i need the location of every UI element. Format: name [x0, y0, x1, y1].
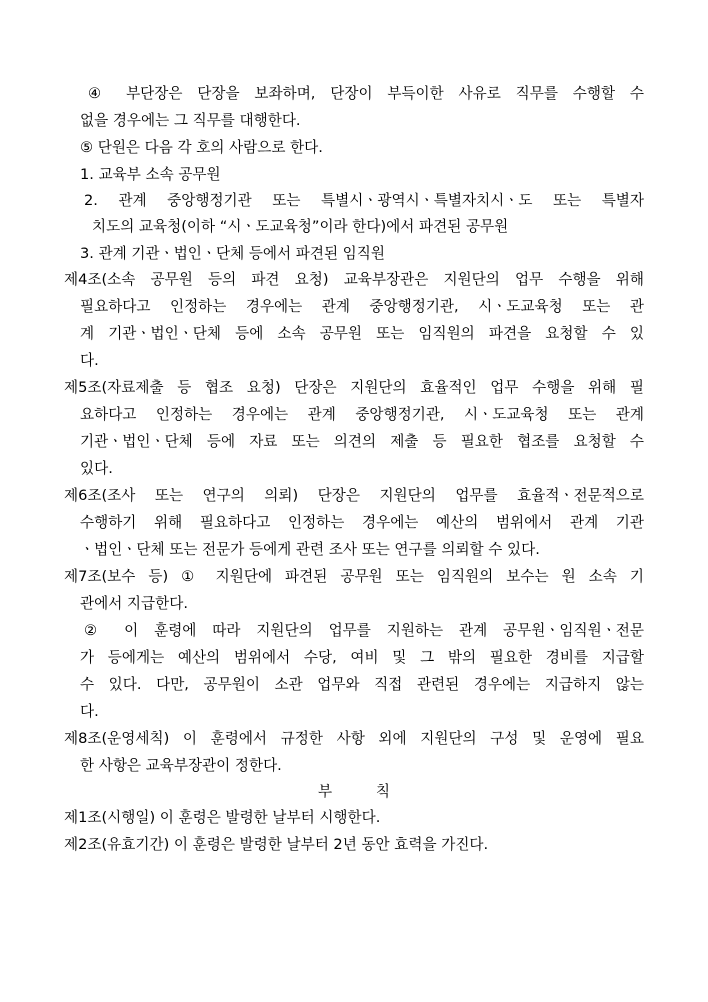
article-8-line-1: 제8조(운영세칙) 이 훈령에서 규정한 사항 외에 지원단의 구성 및 운영에 필요	[64, 730, 644, 747]
article-4-line-2: 필요하다고 인정하는 경우에는 관계 중앙행정기관, 시ㆍ도교육청 또는 관	[80, 298, 644, 315]
article-7-line-1: 제7조(보수 등) ① 지원단에 파견된 공무원 또는 임직원의 보수는 원 소속 기	[64, 568, 644, 585]
article-7-line-2: 관에서 지급한다.	[80, 595, 188, 612]
article-7-para-2-line-1: ② 이 훈령에 따라 지원단의 업무를 지원하는 관계 공무원ㆍ임직원ㆍ전문	[84, 622, 644, 639]
article-7-para-2-line-4: 다.	[80, 703, 99, 720]
article-4-line-3: 계 기관ㆍ법인ㆍ단체 등에 소속 공무원 또는 임직원의 파견을 요청할 수 있	[80, 325, 644, 342]
article-7-para-2-line-2: 가 등에게는 예산의 범위에서 수당, 여비 및 그 밖의 필요한 경비를 지급할	[80, 649, 644, 666]
item-1-line: 1. 교육부 소속 공무원	[80, 166, 221, 183]
supplementary-article-1: 제1조(시행일) 이 훈령은 발령한 날부터 시행한다.	[64, 809, 381, 826]
paragraph-4-line-1: ④ 부단장은 단장을 보좌하며, 단장이 부득이한 사유로 직무를 수행할 수	[88, 85, 644, 102]
item-2-line-2: 치도의 교육청(이하 “시ㆍ도교육청”이라 한다)에서 파견된 공무원	[92, 218, 509, 235]
article-5-line-2: 요하다고 인정하는 경우에는 관계 중앙행정기관, 시ㆍ도교육청 또는 관계	[80, 406, 644, 423]
article-5-line-3: 기관ㆍ법인ㆍ단체 등에 자료 또는 의견의 제출 등 필요한 협조를 요청할 수	[80, 433, 644, 450]
supplementary-article-2: 제2조(유효기간) 이 훈령은 발령한 날부터 2년 동안 효력을 가진다.	[64, 836, 489, 853]
supplementary-provisions-heading: 부 칙	[318, 783, 390, 800]
article-6-line-1: 제6조(조사 또는 연구의 의뢰) 단장은 지원단의 업무를 효율적ㆍ전문적으로	[64, 487, 644, 504]
article-5-line-4: 있다.	[80, 460, 113, 477]
article-6-line-3: ㆍ법인ㆍ단체 또는 전문가 등에게 관련 조사 또는 연구를 의뢰할 수 있다.	[80, 541, 540, 558]
paragraph-5-line: ⑤ 단원은 다음 각 호의 사람으로 한다.	[80, 139, 323, 156]
article-6-line-2: 수행하기 위해 필요하다고 인정하는 경우에는 예산의 범위에서 관계 기관	[80, 514, 644, 531]
item-3-line: 3. 관계 기관ㆍ법인ㆍ단체 등에서 파견된 임직원	[80, 245, 385, 262]
paragraph-4-line-2: 없을 경우에는 그 직무를 대행한다.	[80, 112, 301, 129]
article-5-line-1: 제5조(자료제출 등 협조 요청) 단장은 지원단의 효율적인 업무 수행을 위해 필	[64, 379, 644, 396]
article-7-para-2-line-3: 수 있다. 다만, 공무원이 소관 업무와 직접 관련된 경우에는 지급하지 않는	[80, 676, 644, 693]
article-4-line-1: 제4조(소속 공무원 등의 파견 요청) 교육부장관은 지원단의 업무 수행을 위해	[64, 271, 644, 288]
article-4-line-4: 다.	[80, 352, 99, 369]
item-2-line-1: 2. 관계 중앙행정기관 또는 특별시ㆍ광역시ㆍ특별자치시ㆍ도 또는 특별자	[84, 192, 644, 209]
article-8-line-2: 한 사항은 교육부장관이 정한다.	[80, 757, 282, 774]
